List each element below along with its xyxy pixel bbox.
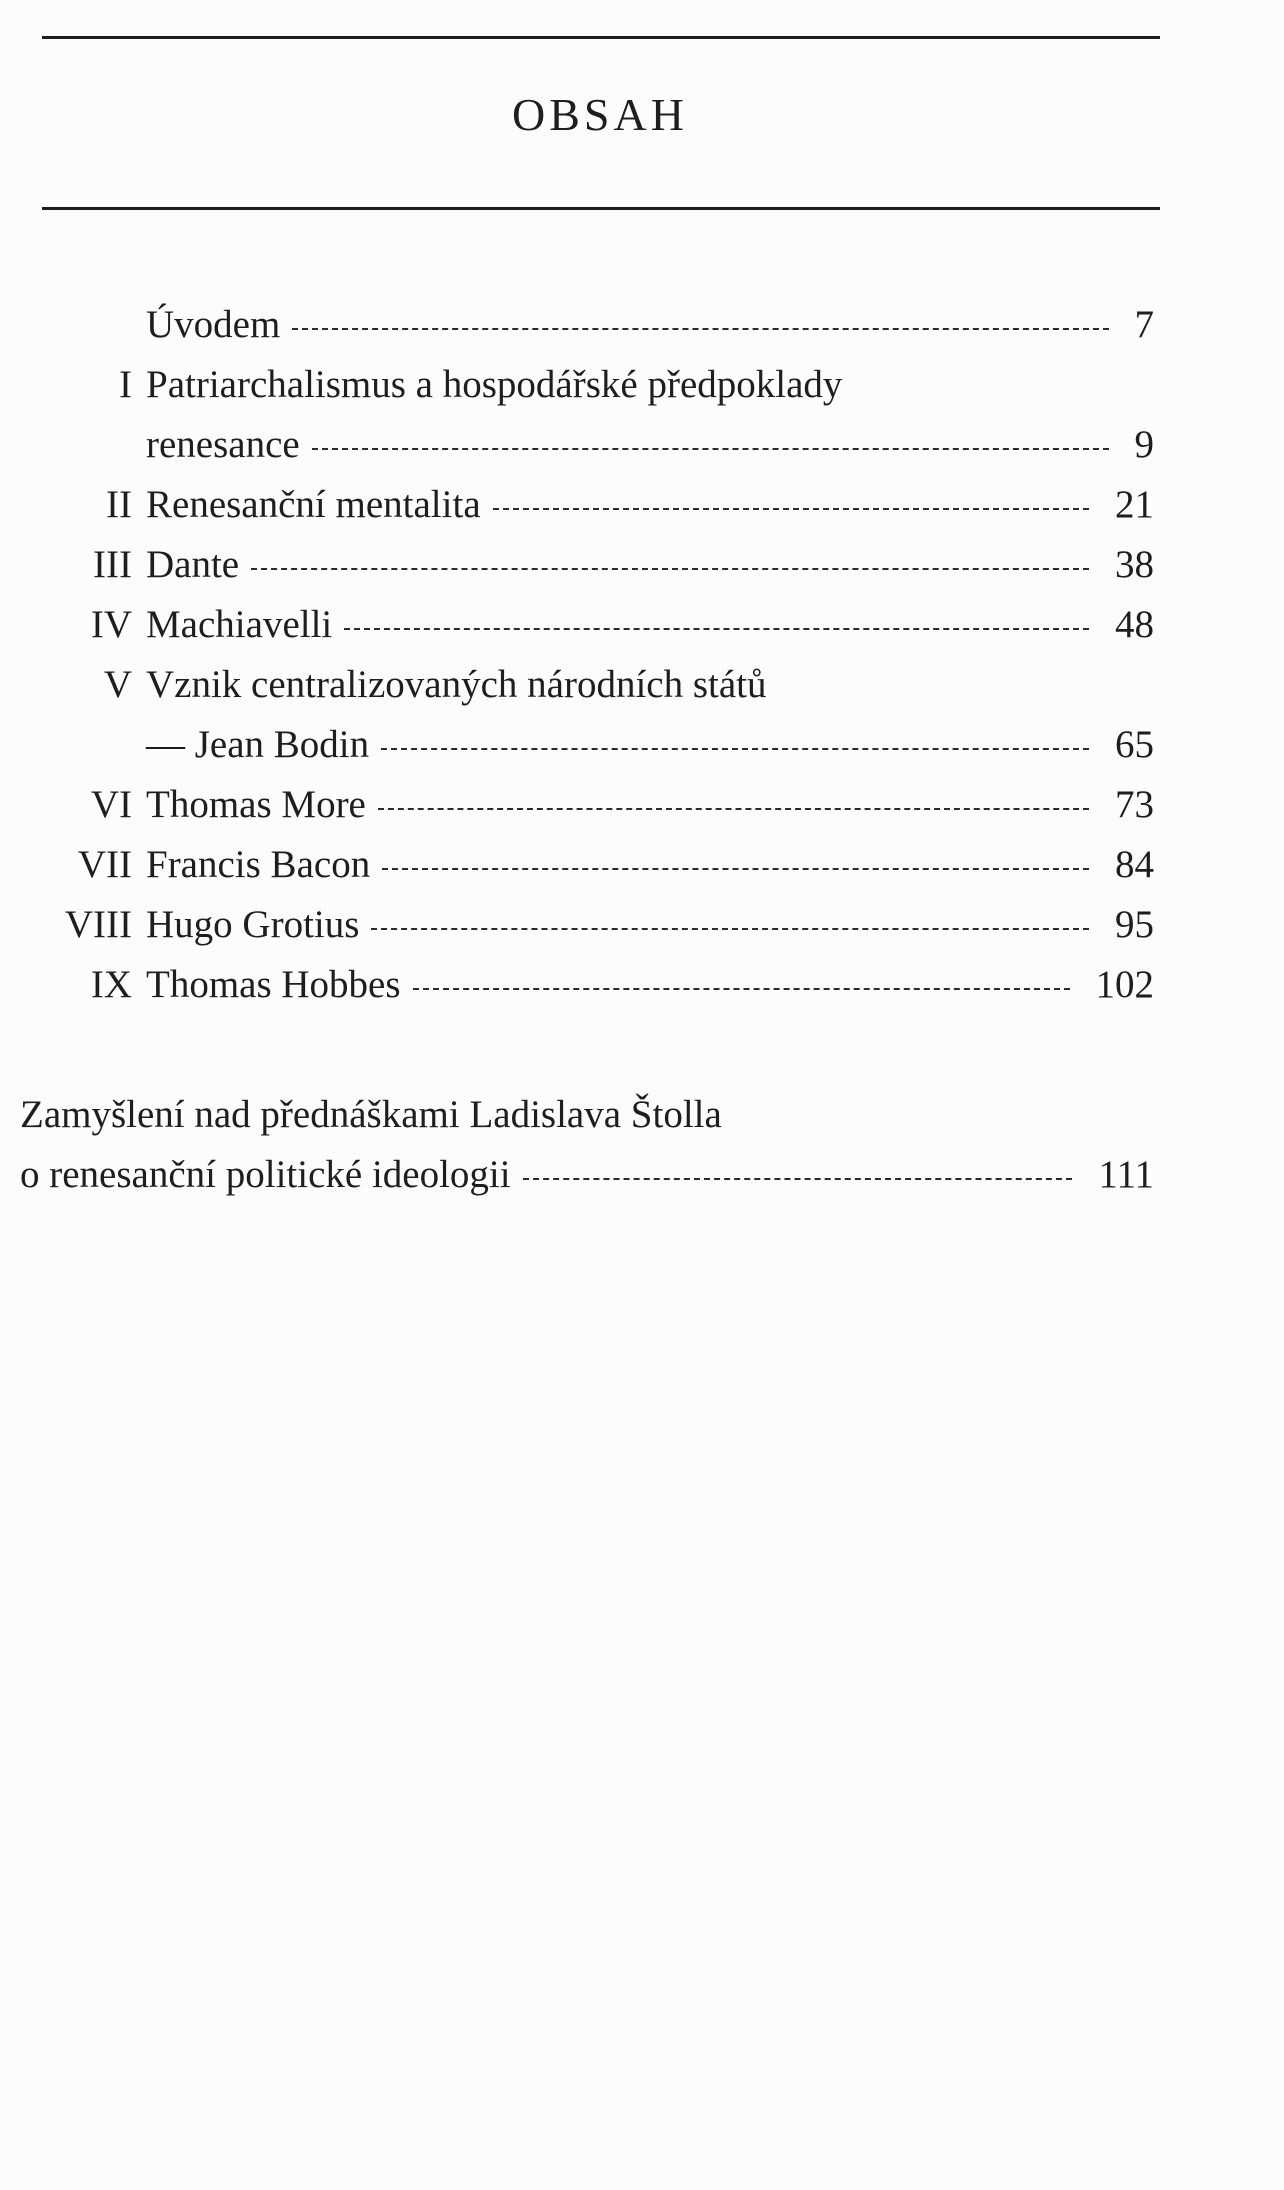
dot-leader [382,868,1089,870]
chapter-number: VIII [64,903,132,946]
page-number: 38 [1115,543,1154,586]
entry-title: o renesanční politické ideologii [20,1153,511,1196]
toc-entry [0,300,1154,350]
chapter-number: IV [90,603,132,646]
chapter-number: VI [90,783,132,826]
top-rule [42,36,1160,39]
page-number: 84 [1115,843,1154,886]
dot-leader [523,1178,1073,1180]
chapter-number: I [119,363,132,406]
afterword-entry [20,1150,1154,1200]
dot-leader [251,568,1089,570]
dot-leader [493,508,1089,510]
entry-title: renesance [146,423,300,466]
entry-title: Zamyšlení nad přednáškami Ladislava Štolla [20,1093,722,1136]
dot-leader [413,988,1070,990]
page-number: 7 [1134,303,1154,346]
page-number: 102 [1095,963,1154,1006]
entry-title: Thomas Hobbes [146,963,401,1006]
entry-title: Thomas More [146,783,366,826]
page-number: 65 [1115,723,1154,766]
toc-entry [0,900,1154,950]
page-number: 48 [1115,603,1154,646]
page-number: 111 [1098,1153,1154,1196]
dot-leader [344,628,1089,630]
toc-entry [0,780,1154,830]
chapter-number: VII [77,843,132,886]
entry-title: Vznik centralizovaných národních států [146,663,767,706]
chapter-number: IX [90,963,132,1006]
entry-title: Francis Bacon [146,843,371,886]
page-number: 21 [1115,483,1154,526]
title-rule [42,207,1160,210]
toc-entry [0,660,1154,710]
entry-title: — Jean Bodin [146,723,370,766]
entry-title: Dante [146,543,240,586]
dot-leader [381,748,1089,750]
dot-leader [292,328,1108,330]
toc-entry [0,540,1154,590]
page-number: 73 [1115,783,1154,826]
page-number: 9 [1134,423,1154,466]
entry-title: Renesanční mentalita [146,483,481,526]
afterword-entry [20,1090,1154,1140]
chapter-number: II [106,483,132,526]
toc-entry [0,420,1154,470]
toc-entry [0,720,1154,770]
toc-entry [0,360,1154,410]
toc-entry [0,600,1154,650]
chapter-number: V [103,663,132,706]
entry-title: Patriarchalismus a hospodářské předpoklady [146,363,843,406]
entry-title: Machiavelli [146,603,333,646]
chapter-number: III [93,543,132,586]
toc-entry [0,960,1154,1010]
page-number: 95 [1115,903,1154,946]
entry-title: Úvodem [146,303,281,346]
toc-entry [0,840,1154,890]
entry-title: Hugo Grotius [146,903,360,946]
dot-leader [312,448,1109,450]
page-title: OBSAH [512,89,688,140]
dot-leader [378,808,1089,810]
toc-entry [0,480,1154,530]
dot-leader [371,928,1089,930]
